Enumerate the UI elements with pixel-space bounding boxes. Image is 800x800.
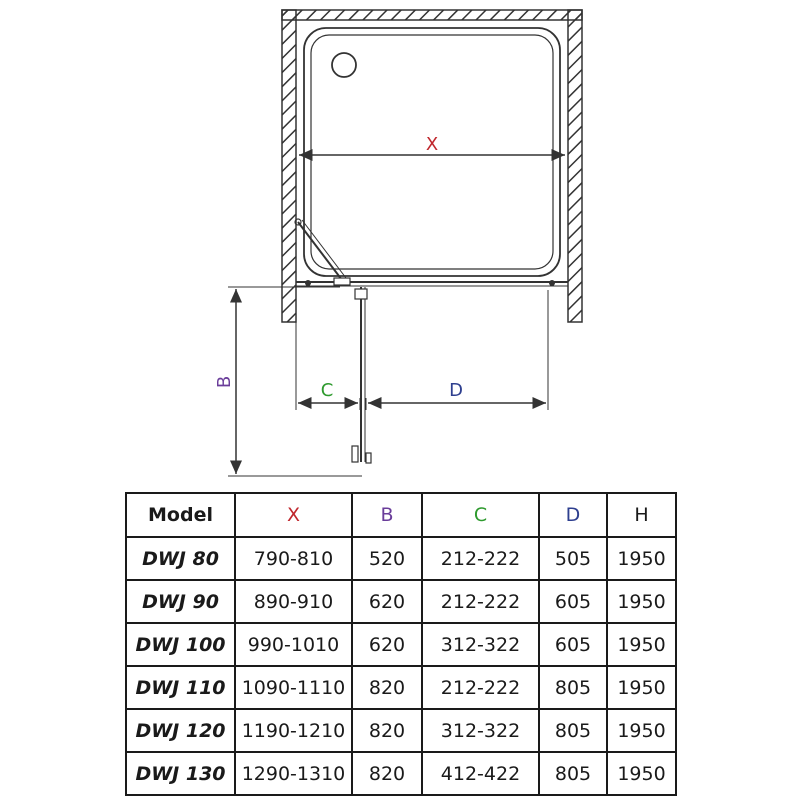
table-row bbox=[126, 709, 676, 752]
cell-b: 820 bbox=[352, 752, 422, 795]
cell-h: 1950 bbox=[607, 709, 676, 752]
cell-x: 890-910 bbox=[235, 580, 352, 623]
header-model: Model bbox=[126, 493, 235, 537]
table-row bbox=[126, 752, 676, 795]
label-c: C bbox=[320, 380, 334, 401]
top-wall bbox=[282, 10, 582, 20]
cell-c: 212-222 bbox=[422, 537, 539, 580]
cell-model: DWJ 120 bbox=[126, 709, 235, 752]
drain bbox=[332, 53, 356, 77]
cell-c: 212-222 bbox=[422, 666, 539, 709]
cell-b: 520 bbox=[352, 537, 422, 580]
cell-model: DWJ 80 bbox=[126, 537, 235, 580]
right-wall bbox=[568, 10, 582, 322]
cell-h: 1950 bbox=[607, 752, 676, 795]
cell-x: 1290-1310 bbox=[235, 752, 352, 795]
header-c: C bbox=[422, 493, 539, 537]
table-row bbox=[126, 623, 676, 666]
dimensions-table bbox=[125, 492, 677, 796]
cell-h: 1950 bbox=[607, 666, 676, 709]
cell-b: 820 bbox=[352, 666, 422, 709]
left-wall bbox=[282, 10, 296, 322]
cell-d: 505 bbox=[539, 537, 607, 580]
cell-x: 1090-1110 bbox=[235, 666, 352, 709]
table-row bbox=[126, 580, 676, 623]
cell-d: 605 bbox=[539, 623, 607, 666]
cell-c: 312-322 bbox=[422, 623, 539, 666]
cell-d: 805 bbox=[539, 666, 607, 709]
cell-d: 605 bbox=[539, 580, 607, 623]
header-d: D bbox=[539, 493, 607, 537]
cell-model: DWJ 100 bbox=[126, 623, 235, 666]
cell-c: 412-422 bbox=[422, 752, 539, 795]
cell-b: 620 bbox=[352, 580, 422, 623]
header-h: H bbox=[607, 493, 676, 537]
door-assembly bbox=[295, 219, 568, 463]
extension-lines bbox=[228, 287, 548, 476]
cell-b: 620 bbox=[352, 623, 422, 666]
cell-x: 1190-1210 bbox=[235, 709, 352, 752]
cell-c: 212-222 bbox=[422, 580, 539, 623]
dimension-d bbox=[368, 380, 546, 403]
cell-x: 990-1010 bbox=[235, 623, 352, 666]
table-header-row bbox=[126, 493, 676, 537]
label-x: X bbox=[425, 134, 439, 155]
dimension-c bbox=[298, 380, 358, 403]
cell-h: 1950 bbox=[607, 580, 676, 623]
dimension-b bbox=[214, 289, 236, 474]
header-b: B bbox=[352, 493, 422, 537]
cell-x: 790-810 bbox=[235, 537, 352, 580]
label-b: B bbox=[214, 375, 235, 389]
cell-d: 805 bbox=[539, 709, 607, 752]
cell-model: DWJ 130 bbox=[126, 752, 235, 795]
table-row bbox=[126, 666, 676, 709]
header-x: X bbox=[235, 493, 352, 537]
dimension-x bbox=[299, 134, 565, 155]
cell-h: 1950 bbox=[607, 537, 676, 580]
cell-h: 1950 bbox=[607, 623, 676, 666]
cell-c: 312-322 bbox=[422, 709, 539, 752]
cell-b: 820 bbox=[352, 709, 422, 752]
cell-d: 805 bbox=[539, 752, 607, 795]
cell-model: DWJ 110 bbox=[126, 666, 235, 709]
door-handle bbox=[352, 446, 358, 462]
cell-model: DWJ 90 bbox=[126, 580, 235, 623]
label-d: D bbox=[449, 380, 463, 401]
table-row bbox=[126, 537, 676, 580]
